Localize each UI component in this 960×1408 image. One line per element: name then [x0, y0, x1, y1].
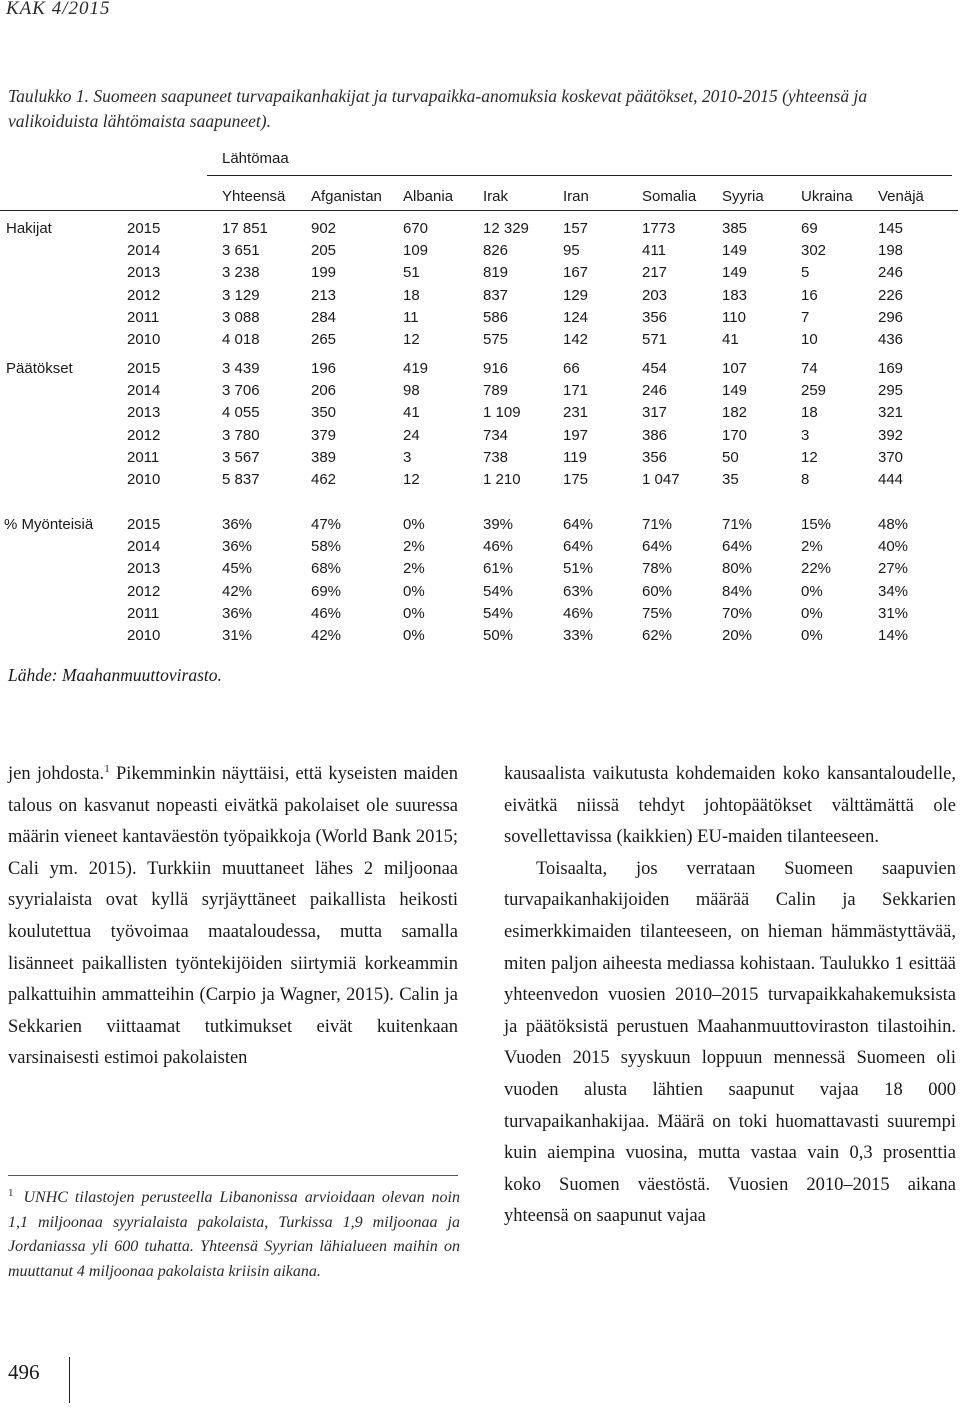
table-cell: 0%: [801, 582, 823, 600]
table-cell: 17 851: [222, 220, 268, 237]
table-cell: 0%: [801, 604, 823, 622]
table-cell: 199: [311, 264, 337, 282]
table-cell: 734: [483, 426, 509, 444]
table-cell: 64%: [563, 538, 594, 556]
table-cell: 12: [403, 471, 420, 488]
table-cell: 18: [403, 286, 420, 304]
table-cell: 259: [801, 382, 827, 400]
table-cell: 40%: [878, 538, 909, 556]
table-cell: 51%: [563, 560, 594, 578]
table-cell: 70%: [722, 604, 753, 622]
table-cell: 64%: [642, 538, 673, 556]
table-caption: Taulukko 1. Suomeen saapuneet turvapaikanhakijat ja turvapaikka-anomuksia koskevat päätökset, 2010-2015 (yhteensä ja valikoiduista lähtömaista saapuneet).: [8, 86, 868, 131]
table-cell: 302: [801, 242, 827, 260]
table-cell: 0%: [403, 582, 425, 600]
table-cell: 45%: [222, 560, 253, 578]
table-cell: 71%: [722, 516, 753, 533]
table-cell: 4 055: [222, 404, 260, 422]
table-cell: 213: [311, 286, 337, 304]
table-cell: 789: [483, 382, 509, 400]
table-cell: 586: [483, 308, 509, 326]
table-cell: 15%: [801, 516, 832, 533]
table-cell: 197: [563, 426, 589, 444]
column-header: Irak: [483, 188, 509, 205]
table-cell: 61%: [483, 560, 514, 578]
table-cell: 31%: [222, 627, 253, 644]
body-column-left: [8, 759, 458, 1075]
table-cell: 35: [722, 471, 739, 488]
table-cell: 18: [801, 404, 818, 422]
table-cell: 3: [403, 448, 412, 466]
table-cell: 265: [311, 331, 337, 348]
table-cell: 198: [878, 242, 904, 260]
table-cell: 167: [563, 264, 589, 282]
table-cell: 46%: [483, 538, 514, 556]
row-year: 2013: [127, 264, 161, 282]
row-year: 2012: [127, 426, 161, 444]
table-cell: 203: [642, 286, 668, 304]
table-cell: 48%: [878, 516, 909, 533]
column-header: Syyria: [722, 188, 764, 205]
table-cell: 78%: [642, 560, 673, 578]
table-cell: 317: [642, 404, 668, 422]
table-cell: 246: [642, 382, 668, 400]
table-cell: 169: [878, 360, 904, 377]
row-year: 2012: [127, 286, 161, 304]
table-cell: 206: [311, 382, 337, 400]
table-cell: 12: [801, 448, 818, 466]
table-cell: 27%: [878, 560, 909, 578]
table-cell: 24: [403, 426, 420, 444]
table-cell: 33%: [563, 627, 594, 644]
table-cell: 66: [563, 360, 580, 377]
table-cell: 246: [878, 264, 904, 282]
table-cell: 42%: [311, 627, 342, 644]
table-cell: 3: [801, 426, 810, 444]
table-cell: 1 210: [483, 471, 521, 488]
table-cell: 54%: [483, 604, 514, 622]
page-number-rule: [69, 1357, 70, 1403]
row-year: 2015: [127, 220, 161, 237]
table-cell: 95: [563, 242, 580, 260]
row-year: 2014: [127, 538, 161, 556]
table-cell: 2%: [403, 538, 425, 556]
table-cell: 571: [642, 331, 668, 348]
table-cell: 916: [483, 360, 509, 377]
table-cell: 217: [642, 264, 668, 282]
table-cell: 84%: [722, 582, 753, 600]
body-column-right: [504, 759, 956, 1233]
table-cell: 80%: [722, 560, 753, 578]
table-cell: 51: [403, 264, 420, 282]
table-cell: 5 837: [222, 471, 260, 488]
column-header: Yhteensä: [222, 188, 286, 205]
row-year: 2012: [127, 582, 161, 600]
table-cell: 321: [878, 404, 904, 422]
table-cell: 20%: [722, 627, 753, 644]
table-cell: 2%: [801, 538, 823, 556]
table-cell: 10: [801, 331, 818, 348]
table-cell: 1773: [642, 220, 676, 237]
table-cell: 385: [722, 220, 748, 237]
row-year: 2010: [127, 331, 161, 348]
table-cell: 129: [563, 286, 589, 304]
table-cell: 7: [801, 308, 810, 326]
table-cell: 145: [878, 220, 904, 237]
table-cell: 62%: [642, 627, 673, 644]
page-number: 496: [8, 1360, 40, 1384]
table-cell: 0%: [403, 627, 425, 644]
footnote: [8, 1181, 460, 1284]
table-cell: 170: [722, 426, 748, 444]
table-cell: 183: [722, 286, 748, 304]
table-cell: 419: [403, 360, 429, 377]
table-cell: 12 329: [483, 220, 529, 237]
table-cell: 71%: [642, 516, 673, 533]
table-cell: 350: [311, 404, 337, 422]
table-cell: 196: [311, 360, 337, 377]
table-cell: 819: [483, 264, 509, 282]
table-cell: 11: [403, 308, 419, 326]
row-year: 2011: [127, 448, 160, 466]
table-cell: 3 706: [222, 382, 260, 400]
table-cell: 8: [801, 471, 810, 488]
table-cell: 50: [722, 448, 739, 466]
table-cell: 2%: [403, 560, 425, 578]
table-cell: 171: [563, 382, 589, 400]
table-cell: 175: [563, 471, 589, 488]
table-cell: 75%: [642, 604, 673, 622]
column-header: Venäjä: [878, 188, 924, 205]
table-cell: 5: [801, 264, 810, 282]
table-cell: 12: [403, 331, 420, 348]
table-cell: 39%: [483, 516, 514, 533]
table-cell: 149: [722, 382, 748, 400]
table-cell: 284: [311, 308, 337, 326]
table-cell: 356: [642, 448, 668, 466]
table-cell: 389: [311, 448, 337, 466]
table-cell: 46%: [563, 604, 594, 622]
table-cell: 54%: [483, 582, 514, 600]
table-cell: 182: [722, 404, 748, 422]
table-cell: 98: [403, 382, 420, 400]
table-cell: 0%: [801, 627, 823, 644]
table-cell: 107: [722, 360, 748, 377]
table-cell: 36%: [222, 538, 253, 556]
table-cell: 149: [722, 242, 748, 260]
table-cell: 444: [878, 471, 904, 488]
table-cell: 50%: [483, 627, 514, 644]
table-cell: 670: [403, 220, 429, 237]
table-cell: 41: [722, 331, 739, 348]
footnote-rule: [8, 1175, 458, 1176]
row-year: 2011: [127, 604, 160, 622]
table-cell: 386: [642, 426, 668, 444]
table-cell: 231: [563, 404, 589, 422]
table-cell: 296: [878, 308, 904, 326]
table-cell: 14%: [878, 627, 909, 644]
table-cell: 31%: [878, 604, 909, 622]
table-cell: 63%: [563, 582, 594, 600]
table-cell: 22%: [801, 560, 832, 578]
row-year: 2013: [127, 560, 161, 578]
table-cell: 142: [563, 331, 589, 348]
group-label: % Myönteisiä: [4, 516, 94, 533]
table-cell: 46%: [311, 604, 342, 622]
table-cell: 826: [483, 242, 509, 260]
table-source: Lähde: Maahanmuuttovirasto.: [8, 665, 222, 685]
group-label: Päätökset: [6, 360, 73, 377]
paragraph-text: Pikemminkin näyttäisi, että kyseisten maiden talous on kasvanut nopeasti eivätkä pakolaiset ole suuressa määrin vieneet kantaväestön työpaikkoja (World Bank 2015; Cali ym. 2015). Turkkiin muuttaneet lähes 2 miljoonaa syyrialaista ovat kyllä syrjäyttäneet paikallista heikosti koulutettua työvoimaa maataloudessa, mutta samalla lisänneet paikallisten työntekijöiden siirtymiä korkeammin palkattuihin ammatteihin (Carpio ja Wagner, 2015). Calin ja Sekkarien viittaamat tutkimukset eivät kuitenkaan varsinaisesti estimoi pakolaisten: [8, 764, 459, 1069]
table-cell: 3 651: [222, 242, 260, 260]
header-rule-top: [207, 175, 952, 176]
table-cell: 379: [311, 426, 337, 444]
table-cell: 110: [722, 308, 746, 326]
column-header: Albania: [403, 188, 454, 205]
table-cell: 205: [311, 242, 337, 260]
table-cell: 4 018: [222, 331, 260, 348]
table-cell: 575: [483, 331, 509, 348]
table-cell: 3 129: [222, 286, 260, 304]
table-cell: 68%: [311, 560, 342, 578]
table-cell: 3 088: [222, 308, 260, 326]
header-rule-bottom: [0, 210, 958, 211]
running-header: KAK 4/2015: [6, 0, 111, 19]
table-cell: 69%: [311, 582, 342, 600]
table-cell: 392: [878, 426, 904, 444]
table-cell: 356: [642, 308, 668, 326]
table-cell: 436: [878, 331, 904, 348]
table-cell: 3 567: [222, 448, 260, 466]
table-super-header: Lähtömaa: [222, 150, 289, 167]
paragraph: Toisaalta, jos verrataan Suomeen saapuvien turvapaikanhakijoiden määrää Calin ja Sekkarien esimerkkimaiden tilanteeseen, on hieman hämmästyttävää, miten paljon aiheesta mediassa kohistaan. Taulukko 1 esittää yhteenvedon vuosien 2010–2015 turvapaikkahakemuksista ja päätöksistä perustuen Maahanmuuttoviraston tilastoihin. Vuoden 2015 syyskuun loppuun mennessä Suomeen oli vuoden alusta lähtien saapunut vajaa 18 000 turvapaikanhakijaa. Määrä on toki huomattavasti suurempi kuin aiempina vuosina, mutta vastaa vain 0,3 prosenttia koko Suomen väestöstä. Vuosien 2010–2015 aikana yhteensä on saapunut vajaa: [504, 858, 956, 1227]
row-year: 2010: [127, 471, 161, 488]
table-cell: 837: [483, 286, 509, 304]
footnote-text: UNHC tilastojen perusteella Libanonissa arvioidaan olevan noin 1,1 miljoonaa syyrialaista pakolaista, Turkissa 1,9 miljoonaa ja Jordaniassa yli 600 tuhatta. Yhteensä Syyrian lähialueen maihin on muuttanut 4 miljoonaa pakolaista kriisin aikana.: [8, 1189, 460, 1280]
table-cell: 149: [722, 264, 748, 282]
row-year: 2015: [127, 360, 161, 377]
column-header: Ukraina: [801, 188, 853, 205]
row-year: 2011: [127, 308, 160, 326]
table-cell: 64%: [563, 516, 594, 533]
table-cell: 41: [403, 404, 420, 422]
row-year: 2014: [127, 242, 161, 260]
table-cell: 902: [311, 220, 337, 237]
table-cell: 119: [563, 448, 587, 466]
row-year: 2014: [127, 382, 161, 400]
table-cell: 3 439: [222, 360, 260, 377]
table-cell: 109: [403, 242, 429, 260]
table-cell: 454: [642, 360, 668, 377]
column-header: Afganistan: [311, 188, 382, 205]
table-cell: 60%: [642, 582, 673, 600]
table-cell: 64%: [722, 538, 753, 556]
table-cell: 0%: [403, 516, 425, 533]
table-cell: 36%: [222, 516, 253, 533]
paragraph-text: jen johdosta.: [8, 764, 105, 784]
column-header: Iran: [563, 188, 589, 205]
table-cell: 34%: [878, 582, 909, 600]
table-cell: 1 047: [642, 471, 680, 488]
table-cell: 16: [801, 286, 818, 304]
group-label: Hakijat: [6, 220, 52, 237]
row-year: 2015: [127, 516, 161, 533]
table-cell: 3 780: [222, 426, 260, 444]
table-cell: 157: [563, 220, 589, 237]
table-cell: 0%: [403, 604, 425, 622]
table-cell: 411: [642, 242, 666, 260]
table-cell: 3 238: [222, 264, 260, 282]
table-cell: 738: [483, 448, 509, 466]
table-cell: 58%: [311, 538, 342, 556]
table-cell: 295: [878, 382, 904, 400]
table-cell: 370: [878, 448, 904, 466]
table-cell: 226: [878, 286, 904, 304]
footnote-mark: 1: [8, 1187, 14, 1199]
footnote-ref[interactable]: 1: [104, 763, 110, 775]
table-cell: 74: [801, 360, 818, 377]
row-year: 2013: [127, 404, 161, 422]
table-cell: 462: [311, 471, 337, 488]
column-header: Somalia: [642, 188, 697, 205]
row-year: 2010: [127, 627, 161, 644]
table-cell: 47%: [311, 516, 342, 533]
table-cell: 42%: [222, 582, 253, 600]
table-cell: 69: [801, 220, 818, 237]
table-cell: 1 109: [483, 404, 521, 422]
table-cell: 36%: [222, 604, 253, 622]
paragraph: kausaalista vaikutusta kohdemaiden koko kansantaloudelle, eivätkä niissä tehdyt johtopäätökset välttämättä ole sovellettavissa (kaikkien) EU-maiden tilanteeseen.: [504, 764, 956, 848]
table-cell: 124: [563, 308, 589, 326]
